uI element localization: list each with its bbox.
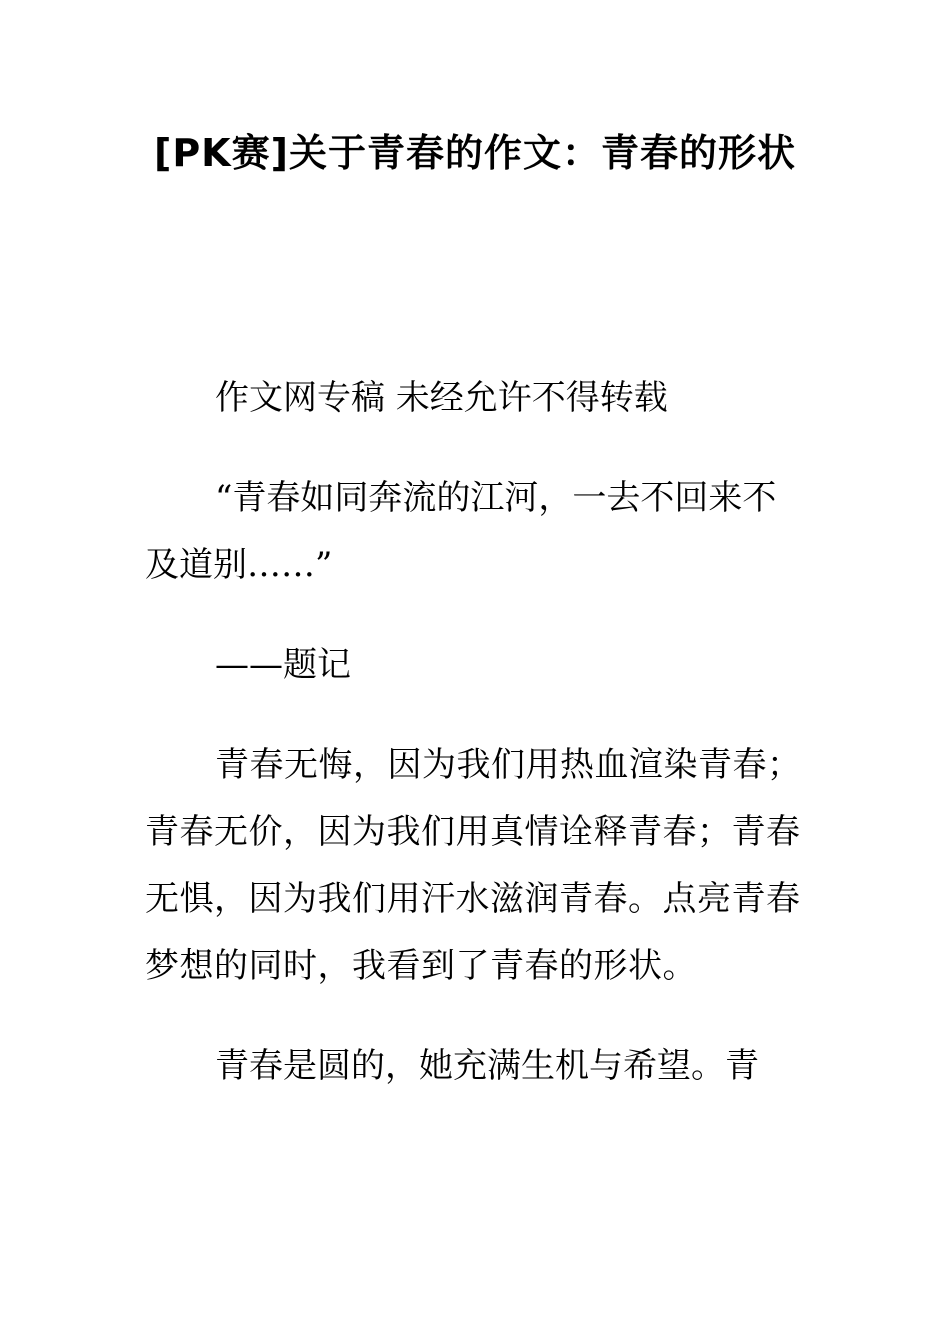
body-paragraph: 青春无悔，因为我们用热血渲染青春；青春无价，因为我们用真情诠释青春；青春无惧，因为我们用汗水滋润青春。点亮青春梦想的同时，我看到了青春的形状。: [145, 745, 802, 986]
epigraph-paragraph: “青春如同奔流的江河，一去不回来不及道别……”: [145, 478, 777, 585]
document-body: [145, 365, 805, 1133]
byline-paragraph: 作文网专稿 未经允许不得转载: [215, 378, 668, 418]
document-title: [PK赛]关于青春的作文：青春的形状: [153, 131, 797, 175]
epigraph-attribution: ——题记: [215, 645, 351, 685]
body-paragraph: 青春是圆的，她充满生机与希望。青: [215, 1046, 759, 1086]
